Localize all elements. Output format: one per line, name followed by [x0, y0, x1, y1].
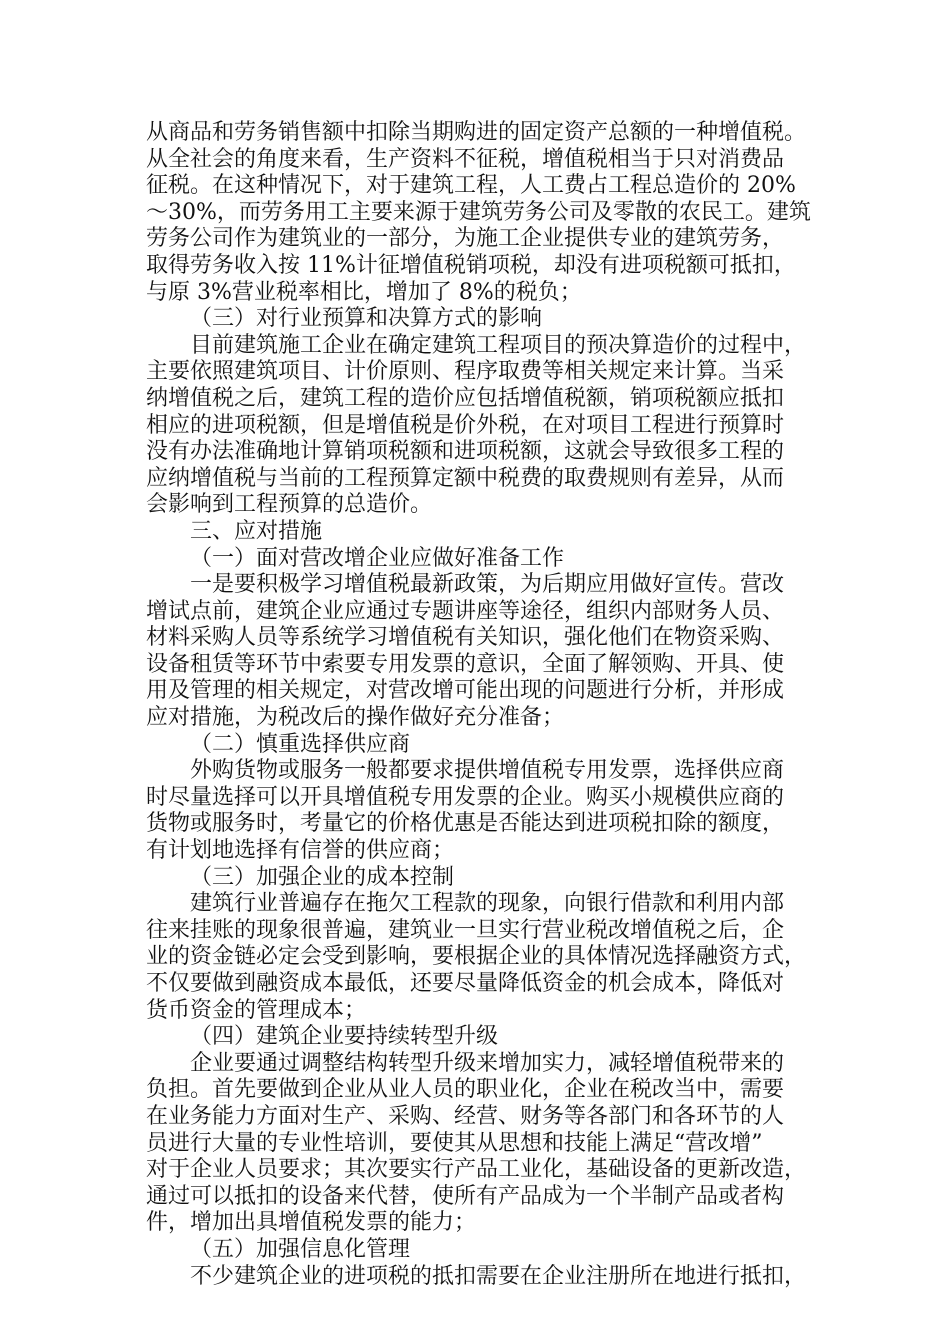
section-heading: （四）建筑企业要持续转型升级 [190, 1024, 499, 1050]
text-line: 从商品和劳务销售额中扣除当期购进的固定资产总额的一种增值税。 [146, 120, 807, 145]
text-line: 货币资金的管理成本； [146, 997, 367, 1023]
text-line: 负担。首先要做到企业从业人员的职业化，企业在税改当中，需要 [146, 1077, 785, 1103]
chapter-heading: 三、应对措施 [190, 518, 323, 544]
text-line: 没有办法准确地计算销项税额和进项税额，这就会导致很多工程的 [146, 439, 785, 465]
text-line: 对于企业人员要求；其次要实行产品工业化，基础设备的更新改造， [146, 1157, 807, 1183]
section-heading: （三）对行业预算和决算方式的影响 [190, 306, 543, 332]
document-body [146, 120, 811, 1290]
text-line: 纳增值税之后，建筑工程的造价应包括增值税额，销项税额应抵扣 [146, 385, 785, 411]
text-line: 增试点前，建筑企业应通过专题讲座等途径，组织内部财务人员、 [146, 598, 785, 624]
section-heading: （五）加强信息化管理 [190, 1236, 411, 1262]
text-line: 取得劳务收入按 11%计征增值税销项税，却没有进项税额可抵扣， [146, 252, 796, 278]
text-line: 应对措施，为税改后的操作做好充分准备； [146, 705, 565, 731]
text-line: 件，增加出具增值税发票的能力； [146, 1210, 477, 1236]
text-line: 员进行大量的专业性培训，要使其从思想和技能上满足“营改增” [146, 1130, 763, 1156]
text-line: 在业务能力方面对生产、采购、经营、财务等各部门和各环节的人 [146, 1103, 785, 1129]
text-line: 时尽量选择可以开具增值税专用发票的企业。购买小规模供应商的 [146, 784, 785, 810]
text-line: 有计划地选择有信誉的供应商； [146, 838, 455, 864]
text-line: 业的资金链必定会受到影响，要根据企业的具体情况选择融资方式， [146, 944, 807, 970]
text-line: 应纳增值税与当前的工程预算定额中税费的取费规则有差异，从而 [146, 465, 785, 491]
text-line: 征税。在这种情况下，对于建筑工程，人工费占工程总造价的 20% [146, 173, 796, 199]
text-line: 与原 3%营业税率相比，增加了 8%的税负； [146, 279, 582, 305]
text-line: 往来挂账的现象很普遍，建筑业一旦实行营业税改增值税之后，企 [146, 917, 785, 943]
text-line: 从全社会的角度来看，生产资料不征税，增值税相当于只对消费品 [146, 146, 785, 172]
text-line: ～30%，而劳务用工主要来源于建筑劳务公司及零散的农民工。建筑 [146, 199, 811, 225]
text-line: 用及管理的相关规定，对营改增可能出现的问题进行分析，并形成 [146, 678, 785, 704]
paragraph-start: 建筑行业普遍存在拖欠工程款的现象，向银行借款和利用内部 [190, 891, 785, 917]
paragraph-start: 不少建筑企业的进项税的抵扣需要在企业注册所在地进行抵扣， [190, 1263, 807, 1289]
section-heading: （三）加强企业的成本控制 [190, 864, 455, 890]
section-heading: （一）面对营改增企业应做好准备工作 [190, 545, 565, 571]
text-line: 会影响到工程预算的总造价。 [146, 492, 433, 518]
text-line: 材料采购人员等系统学习增值税有关知识，强化他们在物资采购、 [146, 625, 785, 651]
text-line: 设备租赁等环节中索要专用发票的意识，全面了解领购、开具、使 [146, 651, 785, 677]
paragraph-start: 企业要通过调整结构转型升级来增加实力，减轻增值税带来的 [190, 1050, 785, 1076]
paragraph-start: 目前建筑施工企业在确定建筑工程项目的预决算造价的过程中， [190, 332, 807, 358]
paragraph-start: 外购货物或服务一般都要求提供增值税专用发票，选择供应商 [190, 758, 785, 784]
text-line: 不仅要做到融资成本最低，还要尽量降低资金的机会成本，降低对 [146, 971, 785, 996]
text-line: 通过可以抵扣的设备来代替，使所有产品成为一个半制产品或者构 [146, 1183, 785, 1209]
text-line: 货物或服务时，考量它的价格优惠是否能达到进项税扣除的额度， [146, 811, 785, 837]
section-heading: （二）慎重选择供应商 [190, 731, 411, 757]
text-line: 相应的进项税额，但是增值税是价外税，在对项目工程进行预算时 [146, 412, 785, 438]
text-line: 主要依照建筑项目、计价原则、程序取费等相关规定来计算。当采 [146, 359, 785, 385]
text-line: 劳务公司作为建筑业的一部分，为施工企业提供专业的建筑劳务， [146, 226, 785, 252]
paragraph-start: 一是要积极学习增值税最新政策，为后期应用做好宣传。营改 [190, 572, 785, 598]
